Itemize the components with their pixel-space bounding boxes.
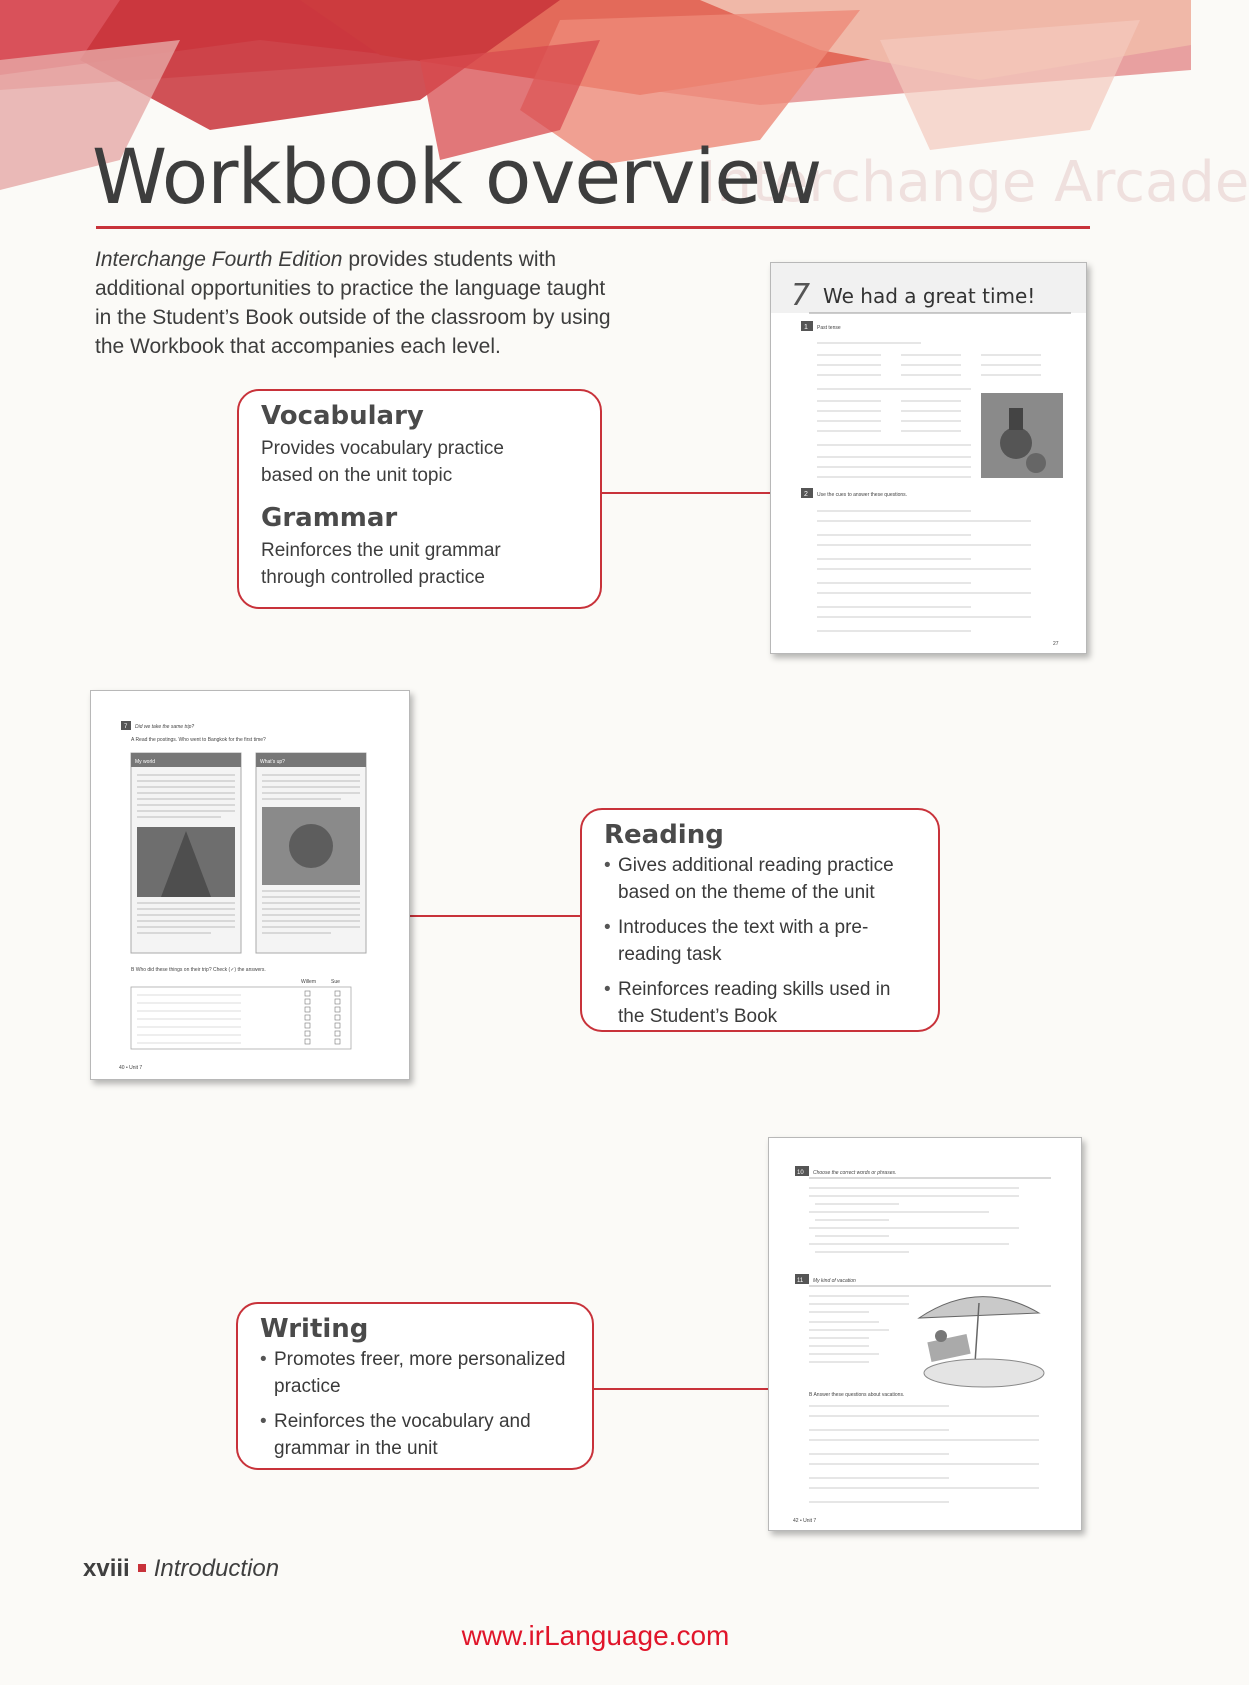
vocab-page-number: 27 (1053, 641, 1059, 647)
intro-italic-title: Interchange Fourth Edition (95, 248, 343, 271)
reading-exercise-number: 7 (124, 724, 128, 730)
reading-page-thumbnail (90, 690, 410, 1080)
reading-exercise-title: Did we take the same trip? (135, 724, 195, 730)
intro-line-1: provides students with (342, 248, 557, 271)
writing-item-2-line-1: Reinforces the vocabulary and (274, 1411, 531, 1432)
reading-item-2-line-1: Introduces the text with a pre- (618, 917, 869, 938)
vocabulary-connector (602, 492, 790, 494)
reading-callout (580, 808, 940, 1032)
reading-connector (388, 915, 580, 917)
reading-page-drawing (91, 691, 409, 1079)
grammar-description (261, 537, 578, 591)
reading-heading: Reading (604, 820, 724, 850)
vocabulary-line-1: Provides vocabulary practice (261, 438, 504, 459)
title-divider (96, 226, 1090, 229)
reading-list (604, 852, 916, 1030)
vocabulary-line-2: based on the unit topic (261, 465, 453, 486)
exercise-10-title: Choose the correct words or phrases. (813, 1170, 897, 1176)
reading-task-a: A Read the postings. Who went to Bangkok for the first time? (131, 737, 266, 743)
reading-item (604, 914, 916, 968)
exercise-11-title: My kind of vacation (813, 1278, 856, 1284)
footer-square-bullet (138, 1564, 146, 1572)
writing-page-footer: 42 • Unit 7 (793, 1518, 817, 1524)
reading-column-1: Willem (301, 979, 316, 985)
writing-callout (236, 1302, 594, 1470)
intro-line-2: additional opportunities to practice the language taught (95, 277, 606, 300)
page-numeral: xviii (83, 1555, 130, 1582)
exercise-2-number: 2 (804, 491, 808, 498)
writing-page-thumbnail (768, 1137, 1082, 1531)
reading-column-2: Sue (331, 979, 340, 985)
reading-item-3-line-2: the Student’s Book (618, 1006, 778, 1027)
intro-line-4: the Workbook that accompanies each level. (95, 335, 501, 358)
writing-task-b: B Answer these questions about vacations. (809, 1392, 905, 1398)
intro-paragraph (95, 245, 675, 361)
vocabulary-heading: Vocabulary (261, 401, 424, 431)
exercise-1-number: 1 (804, 324, 808, 331)
writing-heading: Writing (260, 1314, 369, 1344)
page-footer (83, 1555, 279, 1583)
reading-item-1-line-1: Gives additional reading practice (618, 855, 894, 876)
reading-item-2-line-2: reading task (618, 944, 722, 965)
exercise-11-number: 11 (797, 1278, 804, 1284)
writing-item (260, 1346, 570, 1400)
unit-title: We had a great time! (823, 284, 1036, 308)
vocabulary-page-thumbnail (770, 262, 1087, 654)
website-watermark[interactable]: www.irLanguage.com (461, 1620, 730, 1651)
exercise-10-number: 10 (797, 1170, 804, 1176)
exercise-2-title: Use the cues to answer these questions. (817, 492, 908, 498)
reading-item-3-line-1: Reinforces reading skills used in (618, 979, 891, 1000)
writing-item-1-line-1: Promotes freer, more personalized (274, 1349, 566, 1370)
reading-item (604, 852, 916, 906)
posting-1-tab: My world (135, 759, 156, 765)
footer-section: Introduction (153, 1555, 280, 1582)
vocabulary-grammar-callout (237, 389, 602, 609)
posting-2-tab: What’s up? (260, 759, 285, 765)
vocabulary-page-drawing (771, 263, 1086, 653)
reading-task-b: B Who did these things on their trip? Check (✓) the answers. (131, 967, 266, 973)
reading-page-footer: 40 • Unit 7 (119, 1065, 143, 1071)
grammar-line-2: through controlled practice (261, 567, 485, 588)
writing-item-2-line-2: grammar in the unit (274, 1438, 438, 1459)
writing-item-1-line-2: practice (274, 1376, 341, 1397)
writing-connector (594, 1388, 790, 1390)
writing-item (260, 1408, 570, 1462)
grammar-heading: Grammar (261, 503, 398, 533)
grammar-line-1: Reinforces the unit grammar (261, 540, 501, 561)
exercise-1-title: Past tense (817, 325, 841, 331)
reading-item-1-line-2: based on the theme of the unit (618, 882, 875, 903)
writing-page-drawing (769, 1138, 1081, 1530)
intro-line-3: in the Student’s Book outside of the classroom by using (95, 306, 611, 329)
page-title: Workbook overview (92, 132, 822, 221)
writing-list (260, 1346, 570, 1462)
reading-item (604, 976, 916, 1030)
unit-number: 7 (791, 278, 811, 313)
vocabulary-description (261, 435, 578, 489)
